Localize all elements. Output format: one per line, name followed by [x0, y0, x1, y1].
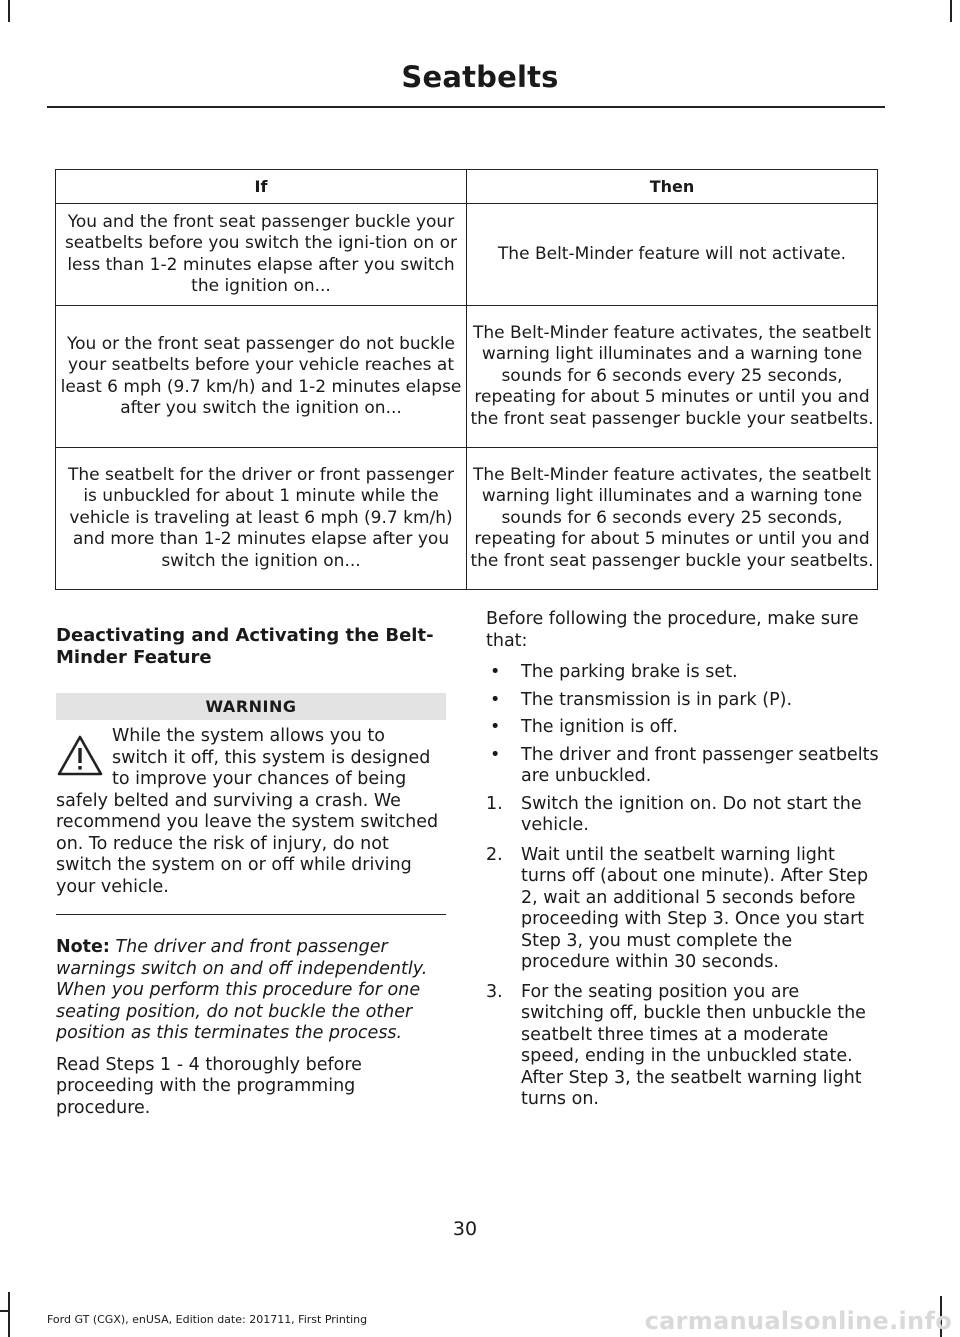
procedure-intro: Before following the procedure, make sure that:: [486, 609, 859, 651]
step-text: Switch the ignition on. Do not start the vehicle.: [521, 793, 862, 835]
step-number: 1.: [486, 793, 503, 814]
step-text: For the seating position you are switching off, buckle then unbuckle the seatbelt three times at a moderate speed, ending in the unbuckled state. After Step 3, the seatbelt warning light turns on.: [521, 981, 866, 1109]
step-number: 3.: [486, 981, 503, 1002]
right-column: [486, 609, 881, 1119]
crop-mark-bottom-left: [8, 1292, 10, 1337]
list-item: [486, 662, 881, 684]
edition-footer: Ford GT (CGX), enUSA, Edition date: 201711, First Printing: [47, 1313, 368, 1326]
watermark: carmanualsonline.info: [644, 1307, 952, 1335]
step-number: 2.: [486, 844, 503, 865]
procedure-steps: [486, 794, 881, 1111]
table-cell-then: The Belt-Minder feature will not activate.: [467, 204, 878, 306]
crop-mark-bottom-left-horizontal: [0, 1310, 8, 1312]
table-cell-if: The seatbelt for the driver or front passenger is unbuckled for about 1 minute while the vehicle is traveling at least 6 mph (9.7 km/h) and more than 1-2 minutes elapse after you switch the ignition on...: [56, 448, 467, 590]
note-label: Note:: [56, 937, 110, 957]
list-item-text: The driver and front passenger seatbelts are unbuckled.: [521, 744, 879, 786]
section-heading: Deactivating and Activating the Belt-Minder Feature: [56, 625, 434, 668]
precondition-list: [486, 662, 881, 788]
procedure-step: [486, 845, 881, 974]
left-column: [56, 625, 446, 1129]
page-title: Seatbelts: [401, 60, 559, 94]
warning-triangle-icon: [56, 734, 104, 778]
belt-minder-table: [55, 169, 878, 590]
warning-box: [56, 726, 446, 915]
table-row: [56, 204, 878, 306]
table-cell-if: You and the front seat passenger buckle your seatbelts before you switch the igni-tion on or less than 1-2 minutes elapse after you switch the ignition on...: [56, 204, 467, 306]
table-cell-then: The Belt-Minder feature activates, the seatbelt warning light illuminates and a warning tone sounds for 6 seconds every 25 seconds, repeating for about 5 minutes or until you and the front seat passenger buckle your seatbelts.: [467, 306, 878, 448]
column-header-if: If: [56, 170, 467, 204]
table-cell-if: You or the front seat passenger do not buckle your seatbelts before your vehicle reaches at least 6 mph (9.7 km/h) and 1-2 minutes elapse after you switch the ignition on...: [56, 306, 467, 448]
table-row: [56, 306, 878, 448]
column-header-then: Then: [467, 170, 878, 204]
procedure-step: [486, 982, 881, 1111]
bullet-mark: •: [490, 717, 501, 737]
step-text: Wait until the seatbelt warning light turns off (about one minute). After Step 2, wait an additional 5 seconds before proceeding with Step 3. Once you start Step 3, you must complete the procedure within 30 seconds.: [521, 844, 869, 972]
crop-mark-top-left: [8, 0, 10, 22]
list-item-text: The ignition is off.: [521, 717, 678, 737]
bullet-mark: •: [490, 744, 501, 765]
procedure-step: [486, 794, 881, 837]
list-item-text: The transmission is in park (P).: [521, 689, 793, 710]
list-item-text: The parking brake is set.: [521, 662, 738, 682]
table-cell-then: The Belt-Minder feature activates, the seatbelt warning light illuminates and a warning tone sounds for 6 seconds every 25 seconds, repeating for about 5 minutes or until you and the front seat passenger buckle your seatbelts.: [467, 448, 878, 590]
crop-mark-top-right: [950, 0, 952, 22]
table-header-row: [56, 170, 878, 204]
note-paragraph: [56, 937, 446, 1045]
warning-text: While the system allows you to switch it off, this system is designed to improve your chances of being safely belted and surviving a crash. We recommend you leave the system switched on. To reduce the risk of injury, do not switch the system on or off while driving your vehicle.: [56, 726, 439, 897]
list-item: [486, 690, 881, 712]
list-item: [486, 717, 881, 739]
header-divider: [47, 106, 885, 108]
warning-banner: WARNING: [56, 693, 446, 720]
list-item: [486, 745, 881, 788]
read-steps-paragraph: Read Steps 1 - 4 thoroughly before proceeding with the programming procedure.: [56, 1054, 362, 1118]
table-row: [56, 448, 878, 590]
note-text: The driver and front passenger warnings switch on and off independently. When you perform this procedure for one seating position, do not buckle the other position as this terminates the process.: [56, 937, 428, 1043]
page-number: 30: [452, 1218, 478, 1240]
bullet-mark: •: [490, 662, 501, 682]
bullet-mark: •: [490, 689, 501, 710]
